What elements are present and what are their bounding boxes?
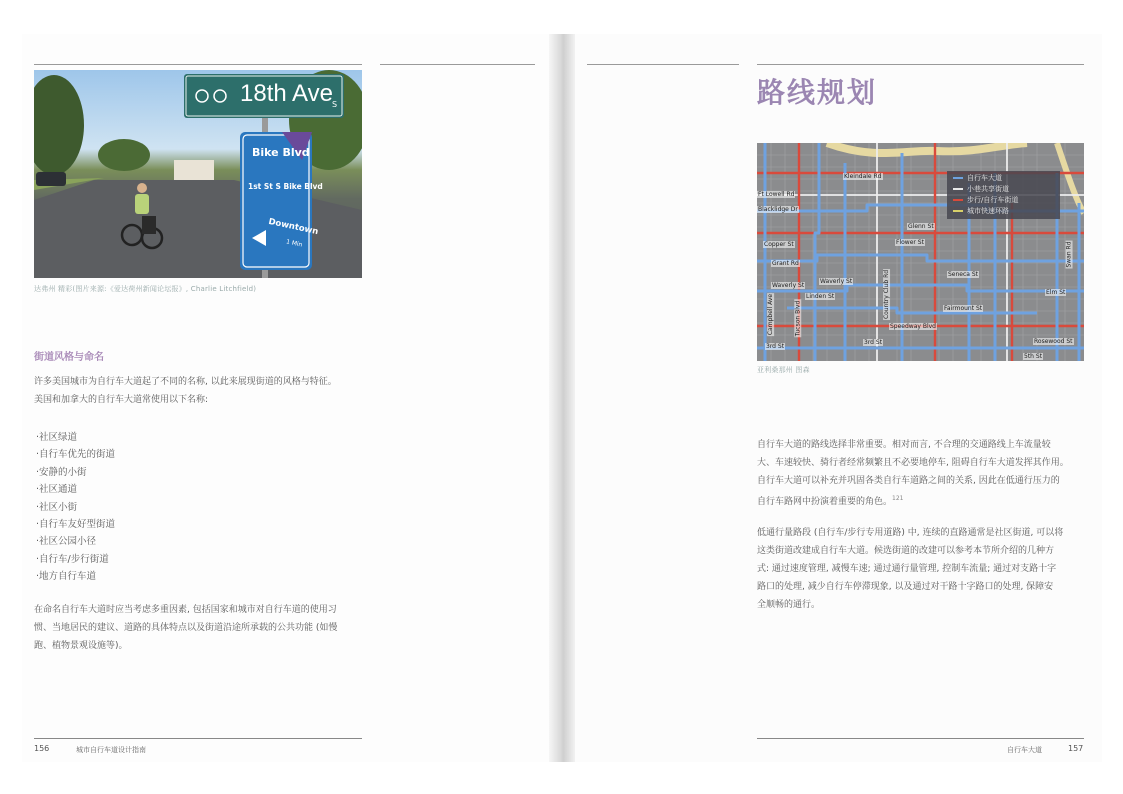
para1-last-line: 自行车路网中扮演着重要的角色。 xyxy=(757,497,893,507)
map-label-grant: Grant Rd xyxy=(772,260,799,267)
map-label-flower: Flower St xyxy=(896,239,924,246)
street-sign-photo xyxy=(34,70,362,278)
para1-line: 自行车大道的路线选择非常重要。相对而言, 不合理的交通路线上车流量较 xyxy=(757,440,1051,450)
list-item: ·安静的小街 xyxy=(36,466,87,478)
footnote-marker: 121 xyxy=(892,495,904,502)
map-label-3rd-central: 3rd St xyxy=(864,339,883,346)
sign-direction: Downtown xyxy=(267,216,320,238)
map-label-swan: Swan Rd xyxy=(1065,241,1073,268)
sign-distance: 1 Min xyxy=(285,238,303,249)
intro-line: 许多美国城市为自行车大道起了不同的名称, 以此来展现街道的风格与特征。 xyxy=(34,377,337,387)
book-title: 城市自行车道设计指南 xyxy=(76,746,146,754)
header-rule-right-a xyxy=(587,64,739,65)
list-item: ·社区绿道 xyxy=(36,432,78,443)
header-rule-left-b xyxy=(380,64,535,65)
list-item: ·社区通道 xyxy=(36,484,78,496)
para2-line: 这类街道改建成自行车大道。候选街道的改建可以参考本节所介绍的几种方 xyxy=(757,546,1055,556)
section-label: 自行车大道 xyxy=(1007,746,1042,754)
map-label-linden: Linden St xyxy=(806,293,835,300)
para1-line: 大、车速较快、骑行者经常频繁且不必要地停车, 阻碍自行车大道发挥其作用。 xyxy=(757,458,1069,468)
legend-swatch xyxy=(953,177,963,179)
footer-rule-right xyxy=(757,738,1084,739)
page-number-left: 156 xyxy=(34,744,50,753)
map-label-kleindale: Kleindale Rd xyxy=(844,173,882,180)
para2-line: 全顺畅的通行。 xyxy=(757,600,821,610)
map-label-tucson: Tucson Blvd xyxy=(794,300,802,337)
list-item: ·社区小街 xyxy=(36,501,78,513)
intro-line: 美国和加拿大的自行车大道常使用以下名称: xyxy=(34,395,209,405)
map-label-blacklidge: Blacklidge Dr xyxy=(758,206,798,213)
map-caption: 亚利桑那州 图森 xyxy=(757,366,810,374)
closing-line: 跑、植物景观设施等)。 xyxy=(34,641,128,651)
intro-paragraph xyxy=(34,373,364,409)
closing-line: 在命名自行车大道时应当考虑多重因素, 包括国家和城市对自行车道的使用习 xyxy=(34,605,337,615)
sign-street-name: 18th Ave xyxy=(240,80,333,107)
closing-paragraph xyxy=(34,601,369,655)
photo-caption: 达弗州 精彩(图片来源:《爱达荷州新闻论坛报》, Charlie Litchfield) xyxy=(34,285,257,293)
legend-label: 自行车大道 xyxy=(967,174,1002,182)
map-label-seneca: Seneca St xyxy=(948,271,979,278)
closing-line: 惯、当地居民的建议、道路的具体特点以及街道沿途所承载的公共功能 (如慢 xyxy=(34,623,338,633)
list-item: ·自行车/步行街道 xyxy=(36,553,109,565)
page-number-right: 157 xyxy=(1068,744,1084,753)
para1-line xyxy=(757,490,1097,511)
sign-route-name: Bike Blvd xyxy=(252,146,310,159)
routing-paragraph-1 xyxy=(757,436,1097,511)
legend-swatch xyxy=(953,210,963,212)
map-label-campbell: Campbell Ave xyxy=(767,293,775,336)
list-item: ·自行车优先的街道 xyxy=(36,449,116,461)
section-title: 街道风格与命名 xyxy=(34,352,104,363)
map-label-3rd-west: 3rd St xyxy=(766,343,785,350)
map-label-glenn: Glenn St xyxy=(908,223,934,230)
footer-rule-left xyxy=(34,738,362,739)
map-label-rosewood: Rosewood St xyxy=(1034,338,1073,345)
name-list xyxy=(36,429,115,586)
map-label-country-club: Country Club Rd xyxy=(883,269,891,320)
page-heading: 路线规划 xyxy=(757,76,878,109)
legend-swatch xyxy=(953,199,963,201)
legend-label: 城市快速环路 xyxy=(967,207,1009,215)
map-label-waverly-west: Waverly St xyxy=(772,282,805,289)
map-label-speedway: Speedway Blvd xyxy=(890,323,936,330)
map-legend xyxy=(947,171,1060,219)
sign-street-suffix: S xyxy=(332,100,338,109)
map-label-fairmount: Fairmount St xyxy=(944,305,983,312)
legend-label: 小巷共享街道 xyxy=(967,185,1009,193)
map-label-ft-lowell: Ft Lowell Rd xyxy=(758,191,795,198)
para2-line: 低通行量路段 (自行车/步行专用道路) 中, 连续的直路通常是社区街道, 可以将 xyxy=(757,528,1064,538)
para1-line: 自行车大道可以补充并巩固各类自行车道路之间的关系, 因此在低通行压力的 xyxy=(757,476,1060,486)
list-item: ·社区公园小径 xyxy=(36,536,97,548)
routing-paragraph-2 xyxy=(757,524,1097,614)
para2-line: 式: 通过速度管理, 减慢车速; 通过通行量管理, 控制车流量; 通过对支路十字 xyxy=(757,564,1057,574)
header-rule-left-a xyxy=(34,64,362,65)
sign-route-sub: 1st St S Bike Blvd xyxy=(248,182,323,191)
list-item: ·自行车友好型街道 xyxy=(36,519,116,531)
book-gutter xyxy=(549,34,575,762)
legend-swatch xyxy=(953,188,963,190)
map-label-waverly-central: Waverly St xyxy=(820,278,853,285)
map-label-5th: 5th St xyxy=(1024,353,1043,360)
list-item: ·地方自行车道 xyxy=(36,571,97,583)
legend-label: 步行/自行车街道 xyxy=(967,196,1019,204)
map-label-elm: Elm St xyxy=(1046,289,1066,296)
map-label-copper: Copper St xyxy=(764,241,794,248)
para2-line: 路口的处理, 减少自行车停滞现象, 以及通过对干路十字路口的处理, 保障安 xyxy=(757,582,1054,592)
header-rule-right-b xyxy=(757,64,1084,65)
